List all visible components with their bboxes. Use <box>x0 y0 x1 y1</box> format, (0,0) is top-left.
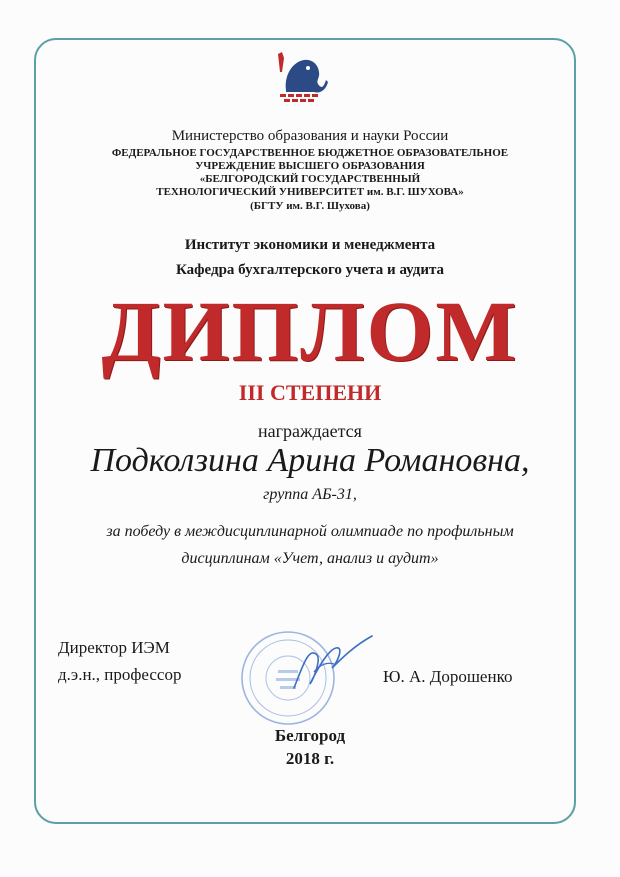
award-reason-line-1: за победу в междисциплинарной олимпиаде по профильным <box>106 523 514 540</box>
issue-year: 2018 г. <box>285 749 335 768</box>
signature-icon <box>288 628 378 698</box>
institute-name: Институт экономики и менеджмента <box>184 237 436 253</box>
university-short-name: (БГТУ им. В.Г. Шухова) <box>250 200 370 212</box>
university-logo-icon <box>272 50 332 106</box>
recipient-group: группа АБ-31, <box>263 486 357 503</box>
university-line-1: ФЕДЕРАЛЬНОЕ ГОСУДАРСТВЕННОЕ БЮДЖЕТНОЕ ОБРАЗОВАТЕЛЬНОЕ <box>111 147 509 159</box>
award-reason-line-2: дисциплинам «Учет, анализ и аудит» <box>181 550 439 567</box>
university-line-2: УЧРЕЖДЕНИЕ ВЫСШЕГО ОБРАЗОВАНИЯ <box>195 160 425 172</box>
signatory-degree: д.э.н., профессор <box>58 665 182 684</box>
issue-city: Белгород <box>274 726 346 745</box>
signatory-name: Ю. А. Дорошенко <box>383 667 513 686</box>
awarded-text: награждается <box>258 421 362 441</box>
university-line-3: «БЕЛГОРОДСКИЙ ГОСУДАРСТВЕННЫЙ <box>199 173 421 185</box>
signatory-title: Директор ИЭМ <box>58 638 170 657</box>
department-name: Кафедра бухгалтерского учета и аудита <box>175 262 445 278</box>
certificate-degree: III СТЕПЕНИ <box>238 380 382 405</box>
recipient-name: Подколзина Арина Романовна, <box>90 442 530 479</box>
university-line-4: ТЕХНОЛОГИЧЕСКИЙ УНИВЕРСИТЕТ им. В.Г. ШУХОВА» <box>156 186 464 198</box>
certificate-title: ДИПЛОМ <box>101 283 519 379</box>
ministry-name: Министерство образования и науки России <box>171 128 449 144</box>
